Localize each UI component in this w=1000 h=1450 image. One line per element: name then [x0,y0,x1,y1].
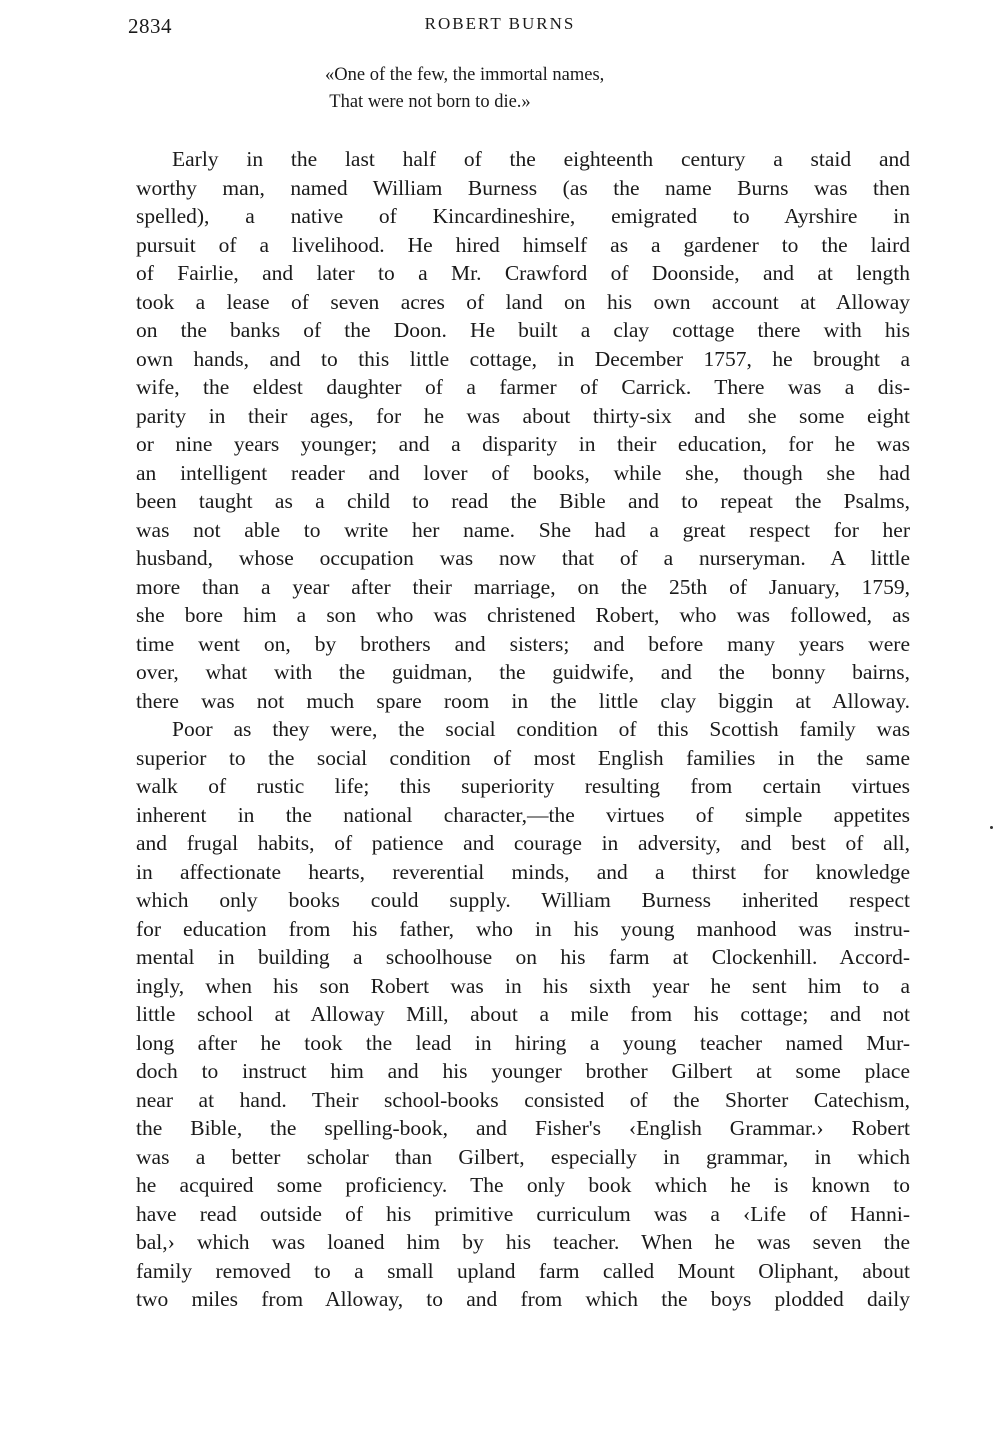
epigraph-line: That were not born to die.» [325,92,531,112]
text-line: near at hand. Their school-books consisted of the Shorter Catechism, [136,1087,910,1112]
scan-speck [990,826,993,829]
text-line: own hands, and to this little cottage, in December 1757, he brought a [136,346,910,371]
text-line: in affectionate hearts, reverential minds, and a thirst for knowledge [136,859,910,884]
text-line: bal,› which was loaned him by his teacher. When he was seven the [136,1230,910,1254]
text-line: was not able to write her name. She had a great respect for her [136,517,910,542]
text-line: time went on, by brothers and sisters; and before many years were [136,631,910,656]
text-line: superior to the social condition of most English families in the same [136,745,910,770]
text-line: the Bible, the spelling-book, and Fisher's ‹English Grammar.› Robert [136,1116,910,1140]
body-text [136,145,910,1314]
text-line: more than a year after their marriage, on the 25th of January, 1759, [136,574,910,599]
text-line: spelled), a native of Kincardineshire, emigrated to Ayrshire in [136,204,910,228]
text-line: family removed to a small upland farm called Mount Oliphant, about [136,1258,910,1283]
text-line: of Fairlie, and later to a Mr. Crawford of Doonside, and at length [136,261,910,285]
text-line: or nine years younger; and a disparity in their education, for he was [136,432,910,456]
text-line: he acquired some proficiency. The only book which he is known to [136,1173,910,1197]
text-line: pursuit of a livelihood. He hired himself as a gardener to the laird [136,232,910,257]
text-line: and frugal habits, of patience and courage in adversity, and best of all, [136,831,910,855]
text-line: worthy man, named William Burness (as the name Burns was then [136,175,910,200]
text-line: walk of rustic life; this superiority resulting from certain virtues [136,774,910,798]
text-line: was a better scholar than Gilbert, especially in grammar, in which [136,1144,910,1169]
text-line: little school at Alloway Mill, about a mile from his cottage; and not [136,1002,910,1026]
running-title: ROBERT BURNS [424,14,576,33]
text-line: ingly, when his son Robert was in his sixth year he sent him to a [136,973,910,998]
text-line: doch to instruct him and his younger brother Gilbert at some place [136,1059,910,1083]
text-line: took a lease of seven acres of land on his own account at Alloway [136,289,910,314]
epigraph-line: «One of the few, the immortal names, [325,65,605,85]
text-line: on the banks of the Doon. He built a clay cottage there with his [136,318,910,342]
text-line: been taught as a child to read the Bible and to repeat the Psalms, [136,489,910,513]
page-number: 2834 [128,14,172,38]
text-line: for education from his father, who in his young manhood was instru- [136,916,910,941]
text-line: Early in the last half of the eighteenth century a staid and [172,147,910,171]
text-line: wife, the eldest daughter of a farmer of Carrick. There was a dis- [136,375,910,399]
text-line: which only books could supply. William Burness inherited respect [136,888,910,912]
text-line: there was not much spare room in the little clay biggin at Alloway. [136,688,910,713]
epigraph [325,62,604,116]
text-line: she bore him a son who was christened Robert, who was followed, as [136,603,910,627]
text-line: two miles from Alloway, to and from which the boys plodded daily [136,1287,910,1311]
text-line: long after he took the lead in hiring a young teacher named Mur- [136,1030,910,1055]
text-line: Poor as they were, the social condition of this Scottish family was [172,717,910,741]
text-line: have read outside of his primitive curriculum was a ‹Life of Hanni- [136,1201,910,1226]
text-line: over, what with the guidman, the guidwife, and the bonny bairns, [136,660,910,684]
text-line: mental in building a schoolhouse on his farm at Clockenhill. Accord- [136,945,910,969]
text-line: parity in their ages, for he was about thirty-six and she some eight [136,403,910,428]
text-line: inherent in the national character,—the virtues of simple appetites [136,802,910,827]
text-line: husband, whose occupation was now that of a nurseryman. A little [136,546,910,570]
text-line: an intelligent reader and lover of books, while she, though she had [136,460,910,485]
